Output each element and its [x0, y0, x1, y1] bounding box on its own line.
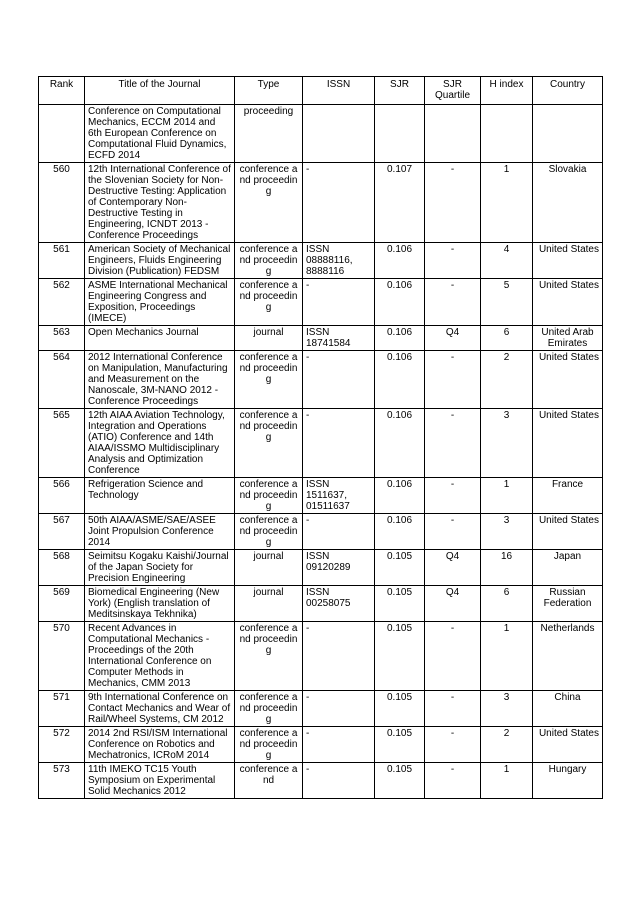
- sjr-cell: 0.106: [375, 409, 425, 478]
- country-cell: Hungary: [533, 763, 603, 799]
- country-cell: Japan: [533, 550, 603, 586]
- rank-cell: 566: [39, 478, 85, 514]
- quartile-cell: -: [425, 409, 481, 478]
- rank-cell: 565: [39, 409, 85, 478]
- rank-cell: 568: [39, 550, 85, 586]
- header-country: Country: [533, 77, 603, 105]
- title-cell: 12th International Conference of the Slovenian Society for Non-Destructive Testing: Application of Contemporary Non-Destructive Testing in Engineering, ICNDT 2013 - Conference Proceedings: [85, 163, 235, 243]
- country-cell: United States: [533, 243, 603, 279]
- sjr-cell: 0.105: [375, 763, 425, 799]
- table-row: [39, 409, 603, 478]
- country-cell: China: [533, 691, 603, 727]
- country-cell: [533, 105, 603, 163]
- h-index-cell: 2: [481, 727, 533, 763]
- h-index-cell: 1: [481, 763, 533, 799]
- quartile-cell: Q4: [425, 586, 481, 622]
- type-cell: conference and proceeding: [235, 478, 303, 514]
- country-cell: United States: [533, 514, 603, 550]
- table-row: [39, 243, 603, 279]
- quartile-cell: -: [425, 514, 481, 550]
- type-cell: journal: [235, 586, 303, 622]
- rank-cell: 571: [39, 691, 85, 727]
- type-cell: journal: [235, 550, 303, 586]
- issn-cell: [303, 105, 375, 163]
- table-row: [39, 622, 603, 691]
- issn-cell: -: [303, 409, 375, 478]
- rank-cell: 570: [39, 622, 85, 691]
- type-cell: conference and proceeding: [235, 243, 303, 279]
- h-index-cell: 16: [481, 550, 533, 586]
- h-index-cell: 1: [481, 478, 533, 514]
- table-row: [39, 279, 603, 326]
- sjr-cell: [375, 105, 425, 163]
- quartile-cell: Q4: [425, 550, 481, 586]
- table-row: [39, 105, 603, 163]
- header-h-index: H index: [481, 77, 533, 105]
- type-cell: conference and proceeding: [235, 163, 303, 243]
- type-cell: conference and proceeding: [235, 622, 303, 691]
- rank-cell: 563: [39, 326, 85, 351]
- type-cell: conference and proceeding: [235, 409, 303, 478]
- title-cell: 2012 International Conference on Manipulation, Manufacturing and Measurement on the Nanoscale, 3M-NANO 2012 - Conference Proceedings: [85, 351, 235, 409]
- country-cell: United Arab Emirates: [533, 326, 603, 351]
- quartile-cell: Q4: [425, 326, 481, 351]
- table-row: [39, 326, 603, 351]
- type-cell: conference and proceeding: [235, 691, 303, 727]
- issn-cell: -: [303, 691, 375, 727]
- h-index-cell: 4: [481, 243, 533, 279]
- type-cell: conference and proceeding: [235, 279, 303, 326]
- title-cell: 9th International Conference on Contact Mechanics and Wear of Rail/Wheel Systems, CM 2012: [85, 691, 235, 727]
- country-cell: Russian Federation: [533, 586, 603, 622]
- country-cell: United States: [533, 351, 603, 409]
- issn-cell: ISSN 09120289: [303, 550, 375, 586]
- h-index-cell: 6: [481, 326, 533, 351]
- rank-cell: [39, 105, 85, 163]
- header-issn: ISSN: [303, 77, 375, 105]
- h-index-cell: 1: [481, 622, 533, 691]
- rank-cell: 562: [39, 279, 85, 326]
- quartile-cell: -: [425, 622, 481, 691]
- journal-ranking-table: [38, 76, 603, 799]
- issn-cell: -: [303, 163, 375, 243]
- header-type: Type: [235, 77, 303, 105]
- country-cell: United States: [533, 279, 603, 326]
- h-index-cell: 3: [481, 514, 533, 550]
- h-index-cell: 6: [481, 586, 533, 622]
- header-rank: Rank: [39, 77, 85, 105]
- title-cell: Recent Advances in Computational Mechanics - Proceedings of the 20th International Conference on Computer Methods in Mechanics, CMM 2013: [85, 622, 235, 691]
- table-header-row: [39, 77, 603, 105]
- title-cell: Open Mechanics Journal: [85, 326, 235, 351]
- title-cell: Seimitsu Kogaku Kaishi/Journal of the Japan Society for Precision Engineering: [85, 550, 235, 586]
- sjr-cell: 0.105: [375, 622, 425, 691]
- h-index-cell: 1: [481, 163, 533, 243]
- quartile-cell: -: [425, 727, 481, 763]
- sjr-cell: 0.105: [375, 586, 425, 622]
- country-cell: United States: [533, 409, 603, 478]
- type-cell: conference and proceeding: [235, 727, 303, 763]
- type-cell: conference and proceeding: [235, 514, 303, 550]
- country-cell: Netherlands: [533, 622, 603, 691]
- sjr-cell: 0.106: [375, 514, 425, 550]
- title-cell: Conference on Computational Mechanics, ECCM 2014 and 6th European Conference on Computational Fluid Dynamics, ECFD 2014: [85, 105, 235, 163]
- title-cell: Biomedical Engineering (New York) (English translation of Meditsinskaya Tekhnika): [85, 586, 235, 622]
- issn-cell: ISSN 08888116, 8888116: [303, 243, 375, 279]
- header-sjr-quartile: SJR Quartile: [425, 77, 481, 105]
- title-cell: 12th AIAA Aviation Technology, Integration and Operations (ATIO) Conference and 14th AIAA/ISSMO Multidisciplinary Analysis and Optimization Conference: [85, 409, 235, 478]
- issn-cell: ISSN 18741584: [303, 326, 375, 351]
- table-row: [39, 550, 603, 586]
- table-row: [39, 727, 603, 763]
- issn-cell: -: [303, 514, 375, 550]
- title-cell: ASME International Mechanical Engineering Congress and Exposition, Proceedings (IMECE): [85, 279, 235, 326]
- title-cell: Refrigeration Science and Technology: [85, 478, 235, 514]
- country-cell: France: [533, 478, 603, 514]
- issn-cell: -: [303, 763, 375, 799]
- quartile-cell: [425, 105, 481, 163]
- table-row: [39, 351, 603, 409]
- quartile-cell: -: [425, 351, 481, 409]
- h-index-cell: [481, 105, 533, 163]
- quartile-cell: -: [425, 163, 481, 243]
- type-cell: conference and: [235, 763, 303, 799]
- title-cell: 50th AIAA/ASME/SAE/ASEE Joint Propulsion Conference 2014: [85, 514, 235, 550]
- issn-cell: ISSN 1511637, 01511637: [303, 478, 375, 514]
- rank-cell: 561: [39, 243, 85, 279]
- header-title: Title of the Journal: [85, 77, 235, 105]
- sjr-cell: 0.107: [375, 163, 425, 243]
- type-cell: conference and proceeding: [235, 351, 303, 409]
- sjr-cell: 0.106: [375, 326, 425, 351]
- type-cell: journal: [235, 326, 303, 351]
- type-cell: proceeding: [235, 105, 303, 163]
- quartile-cell: -: [425, 763, 481, 799]
- quartile-cell: -: [425, 279, 481, 326]
- rank-cell: 572: [39, 727, 85, 763]
- quartile-cell: -: [425, 691, 481, 727]
- rank-cell: 567: [39, 514, 85, 550]
- sjr-cell: 0.106: [375, 478, 425, 514]
- sjr-cell: 0.105: [375, 550, 425, 586]
- sjr-cell: 0.105: [375, 727, 425, 763]
- title-cell: 2014 2nd RSI/ISM International Conference on Robotics and Mechatronics, ICRoM 2014: [85, 727, 235, 763]
- table-row: [39, 763, 603, 799]
- issn-cell: -: [303, 279, 375, 326]
- title-cell: 11th IMEKO TC15 Youth Symposium on Experimental Solid Mechanics 2012: [85, 763, 235, 799]
- h-index-cell: 2: [481, 351, 533, 409]
- rank-cell: 560: [39, 163, 85, 243]
- issn-cell: ISSN 00258075: [303, 586, 375, 622]
- rank-cell: 564: [39, 351, 85, 409]
- table-row: [39, 478, 603, 514]
- issn-cell: -: [303, 622, 375, 691]
- sjr-cell: 0.106: [375, 351, 425, 409]
- h-index-cell: 3: [481, 691, 533, 727]
- rank-cell: 569: [39, 586, 85, 622]
- sjr-cell: 0.105: [375, 691, 425, 727]
- table-row: [39, 514, 603, 550]
- header-sjr: SJR: [375, 77, 425, 105]
- title-cell: American Society of Mechanical Engineers, Fluids Engineering Division (Publication) FEDSM: [85, 243, 235, 279]
- issn-cell: -: [303, 351, 375, 409]
- country-cell: Slovakia: [533, 163, 603, 243]
- country-cell: United States: [533, 727, 603, 763]
- table-row: [39, 691, 603, 727]
- h-index-cell: 3: [481, 409, 533, 478]
- quartile-cell: -: [425, 478, 481, 514]
- rank-cell: 573: [39, 763, 85, 799]
- h-index-cell: 5: [481, 279, 533, 326]
- quartile-cell: -: [425, 243, 481, 279]
- table-row: [39, 586, 603, 622]
- sjr-cell: 0.106: [375, 279, 425, 326]
- table-row: [39, 163, 603, 243]
- sjr-cell: 0.106: [375, 243, 425, 279]
- issn-cell: -: [303, 727, 375, 763]
